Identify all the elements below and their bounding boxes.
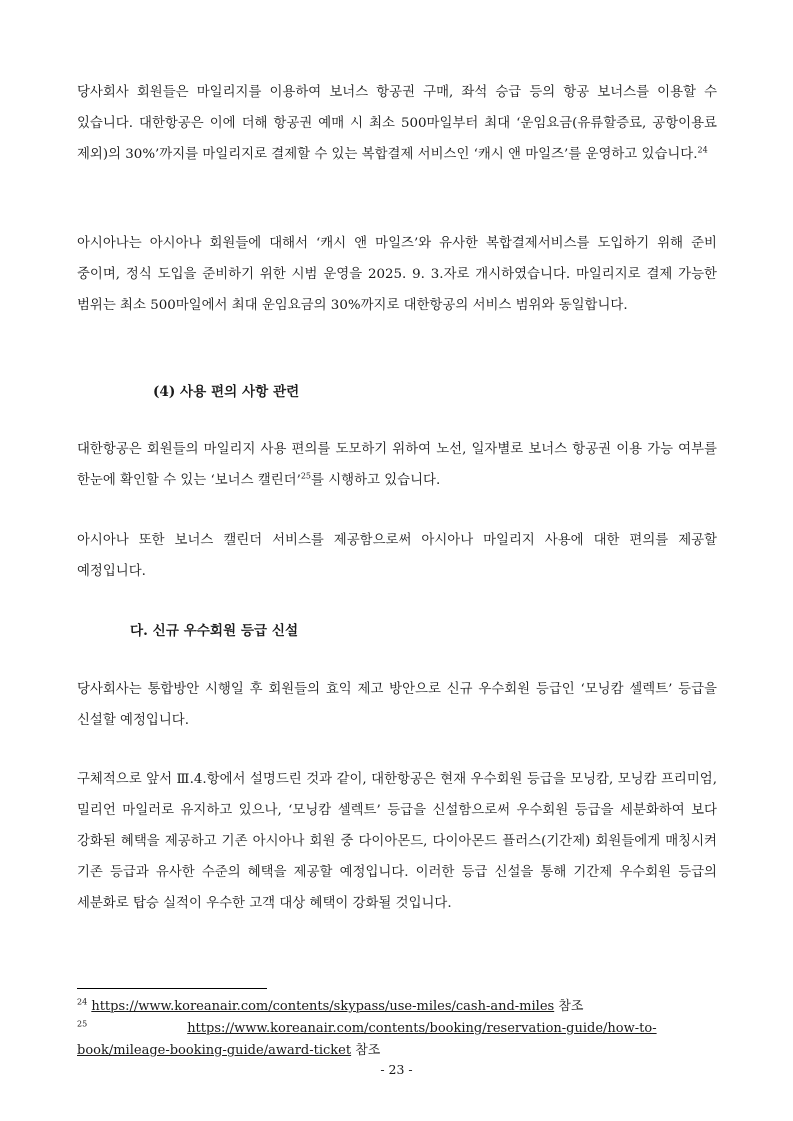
footnote-link-cash-and-miles[interactable]: https://www.koreanair.com/contents/skypass/use-miles/cash-and-miles [91,999,555,1014]
paragraph-text: 당사회사는 통합방안 시행일 후 회원들의 효익 제고 방안으로 신규 우수회원 등급인 ‘모닝캄 셀렉트’ 등급을 신설할 예정입니다. [77,682,717,728]
footnote-suffix: 참조 [351,1043,381,1058]
paragraph-text: 구체적으로 앞서 Ⅲ.4.항에서 설명드린 것과 같이, 대한항공은 현재 우수회원 등급을 모닝캄, 모닝캄 프리미엄, 밀리언 마일러로 유지하고 있으나, ‘모닝캄 셀렉트’ 등급을 신설함으로써 우수회원 등급을 세분화하여 보다 강화된 혜택을 제공하고 기존 아시아나 회원 중 다이아몬드, 다이아몬드 플러스(기간제) 회원들에게 매칭시켜 기존 등급과 유사한 수준의 혜택을 제공할 예정입니다. 이러한 등급 신설을 통해 기간제 우수회원 등급의 세분화로 탑승 실적이 우수한 고객 대상 혜택이 강화될 것입니다. [77,772,717,911]
page-number: - 23 - [380,1062,413,1077]
paragraph-asiana-calendar [77,525,717,587]
paragraph-mileage-usage [77,77,717,170]
footnote-number: 24 [77,997,88,1007]
paragraph-text: 대한항공은 회원들의 마일리지 사용 편의를 도모하기 위하여 노선, 일자별로 보너스 항공권 이용 가능 여부를 한눈에 확인할 수 있는 ‘보너스 캘린더’ [77,442,717,488]
paragraph-asiana-cash-miles [77,228,717,321]
footnote-ref-25[interactable]: 25 [300,471,312,481]
paragraph-tier-details [77,764,717,919]
footnote-number: 25 [77,1019,88,1029]
paragraph-text: 당사회사 회원들은 마일리지를 이용하여 보너스 항공권 구매, 좌석 승급 등의 항공 보너스를 이용할 수 있습니다. 대한항공은 이에 더해 항공권 예매 시 최소 500마일부터 최대 ‘운임요금(유류할증료, 공항이용료 제외)의 30%’까지를 마일리지로 결제할 수 있는 복합결제 서비스인 ‘캐시 앤 마일즈’를 운영하고 있습니다. [77,85,717,162]
paragraph-text: 아시아나 또한 보너스 캘린더 서비스를 제공함으로써 아시아나 마일리지 사용에 대한 편의를 제공할 예정입니다. [77,533,717,579]
footnote-suffix: 참조 [554,999,584,1014]
section-heading-convenience: (4) 사용 편의 사항 관련 [153,384,300,400]
footnote-ref-24[interactable]: 24 [697,145,708,155]
paragraph-text: 를 시행하고 있습니다. [311,473,441,488]
paragraph-morning-calm-select [77,674,717,736]
paragraph-bonus-calendar [77,434,717,496]
footnote-25 [77,1018,719,1062]
section-heading-new-tier: 다. 신규 우수회원 등급 신설 [130,623,299,639]
paragraph-text: 아시아나는 아시아나 회원들에 대해서 ‘캐시 앤 마일즈’와 유사한 복합결제서비스를 도입하기 위해 준비 중이며, 정식 도입을 준비하기 위한 시범 운영을 2025. 9. 3.자로 개시하였습니다. 마일리지로 결제 가능한 범위는 최소 500마일에서 최대 운임요금의 30%까지로 대한항공의 서비스 범위와 동일합니다. [77,236,717,313]
footnote-divider [77,988,267,989]
footnote-link-award-ticket[interactable]: https://www.koreanair.com/contents/booking/reservation-guide/how-to-book/mileage-booking-guide/award-ticket [77,1021,657,1058]
footnote-24 [77,996,719,1018]
